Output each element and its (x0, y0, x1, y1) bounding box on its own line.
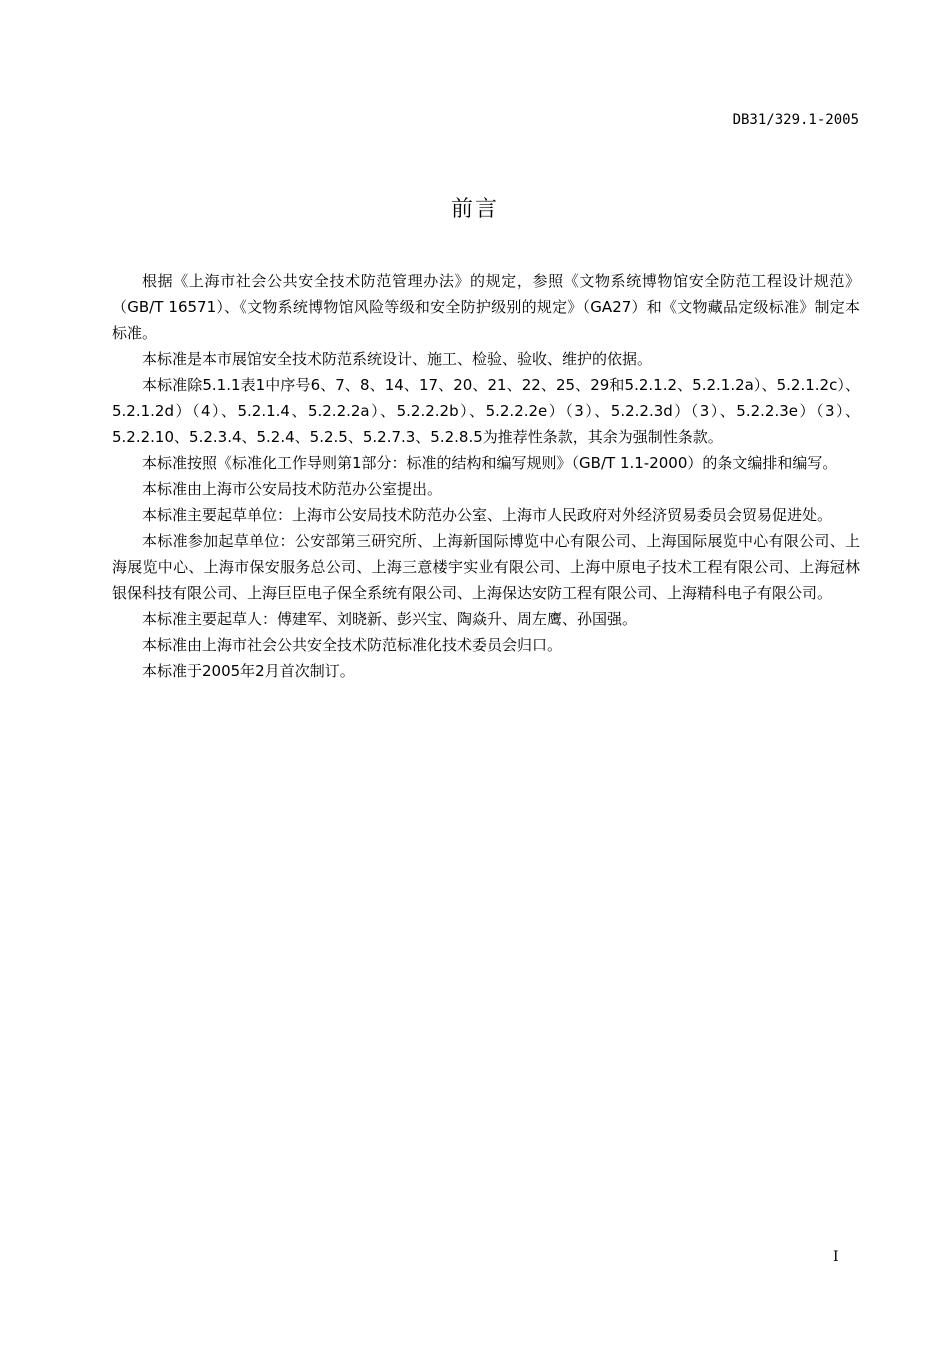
paragraph-participating-units: 本标准参加起草单位：公安部第三研究所、上海新国际博览中心有限公司、上海国际展览中心有限公司、上海展览中心、上海市保安服务总公司、上海三意楼宇实业有限公司、上海中原电子技术工程有限公司、上海冠林银保科技有限公司、上海巨臣电子保全系统有限公司、上海保达安防工程有限公司、上海精科电子有限公司。 (112, 532, 860, 602)
paragraph-recommended-clauses: 本标准除5.1.1表1中序号6、7、8、14、17、20、21、22、25、29和5.2.1.2、5.2.1.2a）、5.2.1.2c）、5.2.1.2d）（4）、5.2.1.4、5.2.2.2a）、5.2.2.2b）、5.2.2.2e）（3）、5.2.2.3d）（3）、5.2.2.3e）（3）、5.2.2.10、5.2.3.4、5.2.4、5.2.5、5.2.7.3、5.2.8.5为推荐性条款，其余为强制性条款。 (112, 376, 860, 446)
document-code: DB31/329.1-2005 (732, 112, 859, 128)
paragraph-purpose: 本标准是本市展馆安全技术防范系统设计、施工、检验、验收、维护的依据。 (142, 350, 653, 368)
page-number: I (833, 1249, 839, 1265)
foreword-body (112, 268, 860, 684)
paragraph-proposer: 本标准由上海市公安局技术防范办公室提出。 (142, 480, 443, 498)
paragraph-first-issue: 本标准于2005年2月首次制订。 (142, 662, 355, 680)
paragraph-responsible-committee: 本标准由上海市社会公共安全技术防范标准化技术委员会归口。 (142, 636, 563, 654)
paragraph-drafting-rules: 本标准按照《标准化工作导则第1部分：标准的结构和编写规则》（GB/T 1.1-2000）的条文编排和编写。 (142, 454, 838, 472)
paragraph-basis: 根据《上海市社会公共安全技术防范管理办法》的规定，参照《文物系统博物馆安全防范工程设计规范》（GB/T 16571）、《文物系统博物馆风险等级和安全防护级别的规定》（GA27）和《文物藏品定级标准》制定本标准。 (112, 272, 860, 342)
paragraph-main-drafting-units: 本标准主要起草单位：上海市公安局技术防范办公室、上海市人民政府对外经济贸易委员会贸易促进处。 (142, 506, 833, 524)
paragraph-main-drafters: 本标准主要起草人：傅建军、刘晓新、彭兴宝、陶焱升、周左鹰、孙国强。 (142, 610, 638, 628)
page-title: 前言 (450, 197, 499, 222)
